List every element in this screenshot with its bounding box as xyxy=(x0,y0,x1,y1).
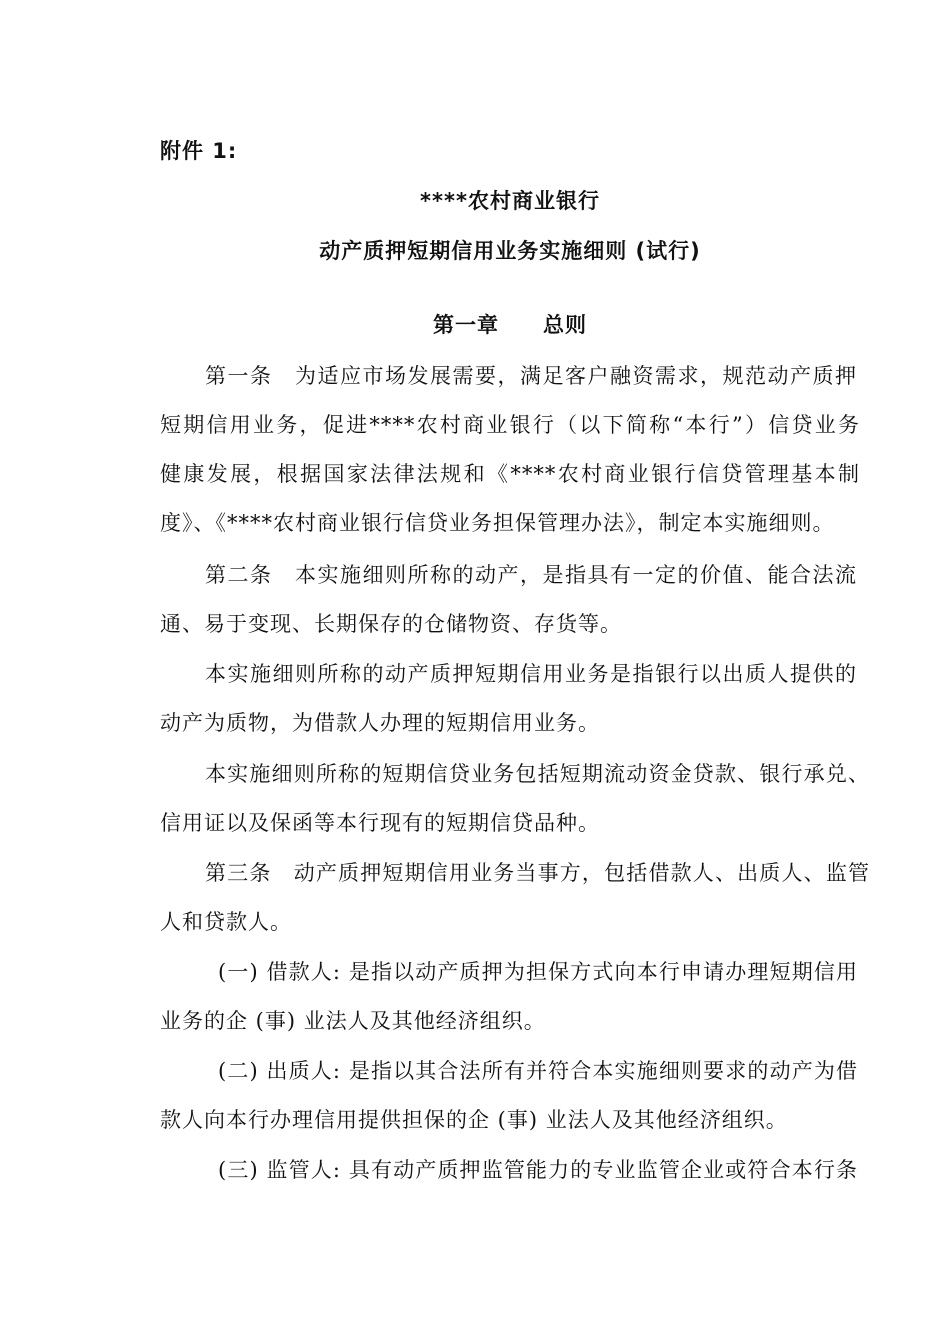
text-line: 本实施细则所称的短期信贷业务包括短期流动资金贷款、银行承兑、 xyxy=(205,762,870,786)
text-line: 款人向本行办理信用提供担保的企 (事) 业法人及其他经济组织。 xyxy=(160,1108,788,1132)
text-line: 度》、《****农村商业银行信贷业务担保管理办法》，制定本实施细则。 xyxy=(160,511,835,535)
text-line: 健康发展，根据国家法律法规和《****农村商业银行信贷管理基本制 xyxy=(160,462,860,486)
attachment-label: 附件 1: xyxy=(160,139,238,163)
text-line: 业务的企 (事) 业法人及其他经济组织。 xyxy=(160,1009,546,1033)
text-line: (二) 出质人: 是指以其合法所有并符合本实施细则要求的动产为借 xyxy=(218,1059,858,1083)
text-line: 通、易于变现、长期保存的仓储物资、存货等。 xyxy=(160,612,622,636)
text-line: 短期信用业务，促进****农村商业银行（以下简称“本行”）信贷业务 xyxy=(160,413,860,437)
text-line: (一) 借款人: 是指以动产质押为担保方式向本行申请办理短期信用 xyxy=(218,960,858,984)
text-line: 动产为质物，为借款人办理的短期信用业务。 xyxy=(160,711,600,735)
text-line: 信用证以及保函等本行现有的短期信贷品种。 xyxy=(160,811,600,835)
text-line: 本实施细则所称的动产质押短期信用业务是指银行以出质人提供的 xyxy=(205,662,857,686)
document-title-bank: ****农村商业银行 xyxy=(420,189,600,213)
text-line: 第三条 动产质押短期信用业务当事方，包括借款人、出质人、监管 xyxy=(205,861,870,885)
text-line: 第一条 为适应市场发展需要，满足客户融资需求，规范动产质押 xyxy=(205,364,857,388)
text-line: 人和贷款人。 xyxy=(160,910,292,934)
text-line: 第二条 本实施细则所称的动产，是指具有一定的价值、能合法流 xyxy=(205,563,857,587)
chapter-title: 第一章 总则 xyxy=(433,313,587,337)
document-title: 动产质押短期信用业务实施细则 (试行) xyxy=(319,239,701,263)
text-line: (三) 监管人: 具有动产质押监管能力的专业监管企业或符合本行条 xyxy=(218,1158,858,1182)
